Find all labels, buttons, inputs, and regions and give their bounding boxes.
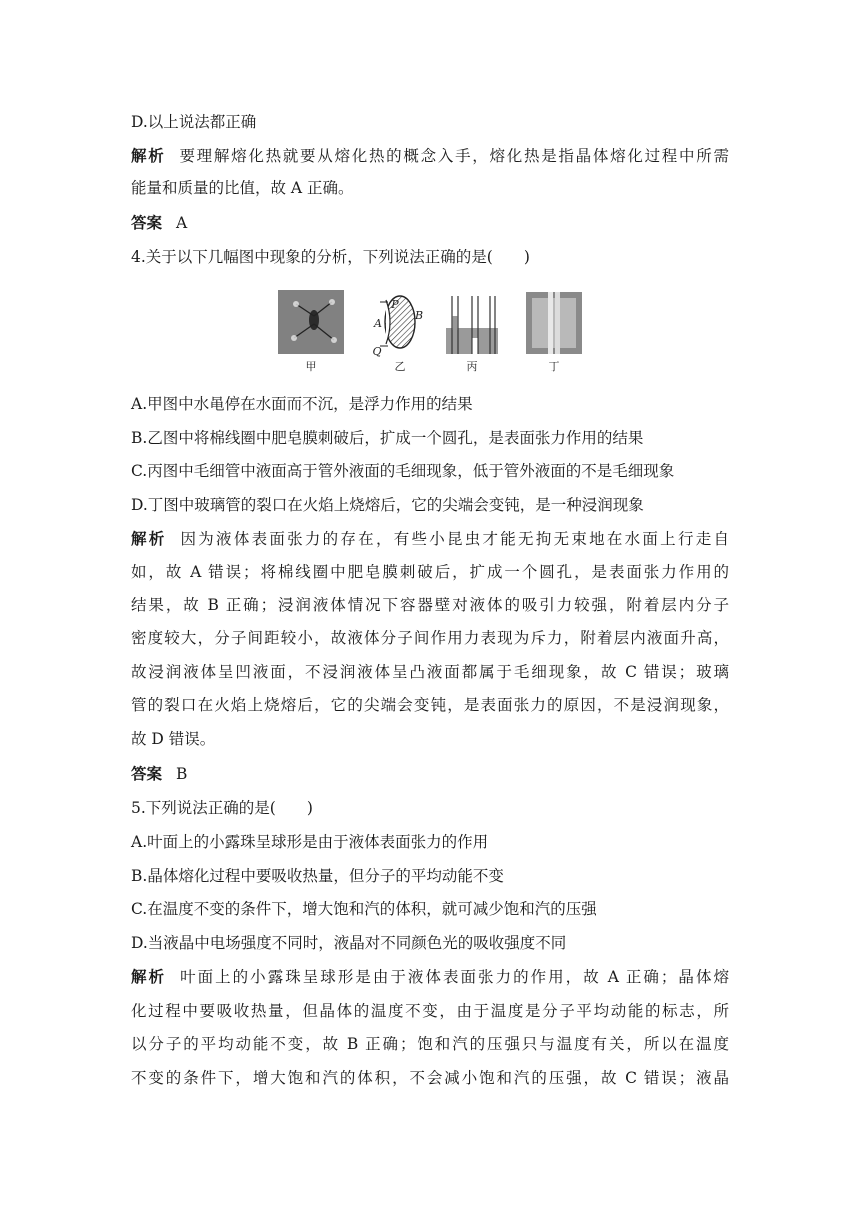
answer-value: A [176,214,188,232]
q4-analysis-line: 密度较大，分子间距较小，故液体分子间作用力表现为斥力，附着层内液面升高， [131,629,729,647]
q5-analysis-line: 不变的条件下，增大饱和汽的体积，不会减小饱和汽的压强，故 C 错误；液晶 [131,1069,729,1087]
q4-analysis-line: 故 D 错误。 [131,730,216,748]
q4-analysis-line: 管的裂口在火焰上烧熔后，它的尖端会变钝，是表面张力的原因，不是浸润现象， [131,696,729,714]
q3-option-d: D.以上说法都正确 [131,113,257,131]
q5-analysis-line: 解析 叶面上的小露珠呈球形是由于液体表面张力的作用，故 A 正确；晶体熔 [131,967,729,986]
q4-answer [131,763,729,785]
figure-letter-p: P [391,298,399,311]
q5-option-a: A.叶面上的小露珠呈球形是由于液体表面张力的作用 [131,833,489,851]
q4-stem: 4.关于以下几幅图中现象的分析，下列说法正确的是( ) [131,248,530,266]
answer-label: 答案 [131,213,163,232]
glass-tube-photo [526,292,582,354]
figure-letter-q: Q [372,345,382,358]
q3-answer [131,212,729,234]
q3-analysis-line: 能量和质量的比值，故 A 正确。 [131,179,354,197]
figure-letter-a: A [374,317,382,330]
q3-analysis-line: 解析 要理解熔化热就要从熔化热的概念入手，熔化热是指晶体熔化过程中所需 [131,146,729,165]
analysis-label: 解析 [131,967,167,986]
capillary-tubes-diagram [446,296,498,354]
q5-option-c: C.在温度不变的条件下，增大饱和汽的体积，就可减少饱和汽的压强 [131,900,597,918]
q4-analysis-line: 故浸润液体呈凹液面，不浸润液体呈凸液面都属于毛细现象，故 C 错误；玻璃 [131,663,729,681]
q5-analysis-line: 化过程中要吸收热量，但晶体的温度不变，由于温度是分子平均动能的标志，所 [131,1002,729,1020]
water-strider-photo [278,290,344,354]
q4-option-b: B.乙图中将棉线圈中肥皂膜刺破后，扩成一个圆孔，是表面张力作用的结果 [131,429,644,447]
q4-figure [276,286,586,378]
analysis-label: 解析 [131,146,166,165]
q4-analysis-line: 解析 因为液体表面张力的存在，有些小昆虫才能无拘无束地在水面上行走自 [131,529,729,548]
q5-option-d: D.当液晶中电场强度不同时，液晶对不同颜色光的吸收强度不同 [131,934,567,952]
q4-analysis-line: 结果，故 B 正确；浸润液体情况下容器壁对液体的吸引力较强，附着层内分子 [131,596,729,614]
q5-option-b: B.晶体熔化过程中要吸收热量，但分子的平均动能不变 [131,867,504,885]
q4-option-c: C.丙图中毛细管中液面高于管外液面的毛细现象，低于管外液面的不是毛细现象 [131,462,675,480]
analysis-label: 解析 [131,529,167,548]
q4-option-d: D.丁图中玻璃管的裂口在火焰上烧熔后，它的尖端会变钝，是一种浸润现象 [131,496,644,514]
q5-analysis-line: 以分子的平均动能不变，故 B 正确；饱和汽的压强只与温度有关，所以在温度 [131,1035,729,1053]
figure-label-bing: 丙 [466,360,478,373]
answer-label: 答案 [131,764,163,783]
q4-option-a: A.甲图中水黾停在水面而不沉，是浮力作用的结果 [131,395,473,413]
figure-letter-b: B [414,309,424,322]
q4-analysis-line: 如，故 A 错误；将棉线圈中肥皂膜刺破后，扩成一个圆孔，是表面张力作用的 [131,563,729,581]
figure-label-ding: 丁 [548,360,560,373]
figure-label-jia: 甲 [305,360,317,373]
answer-value: B [176,765,188,783]
figure-label-yi: 乙 [394,360,406,373]
q5-stem: 5.下列说法正确的是( ) [131,799,313,817]
